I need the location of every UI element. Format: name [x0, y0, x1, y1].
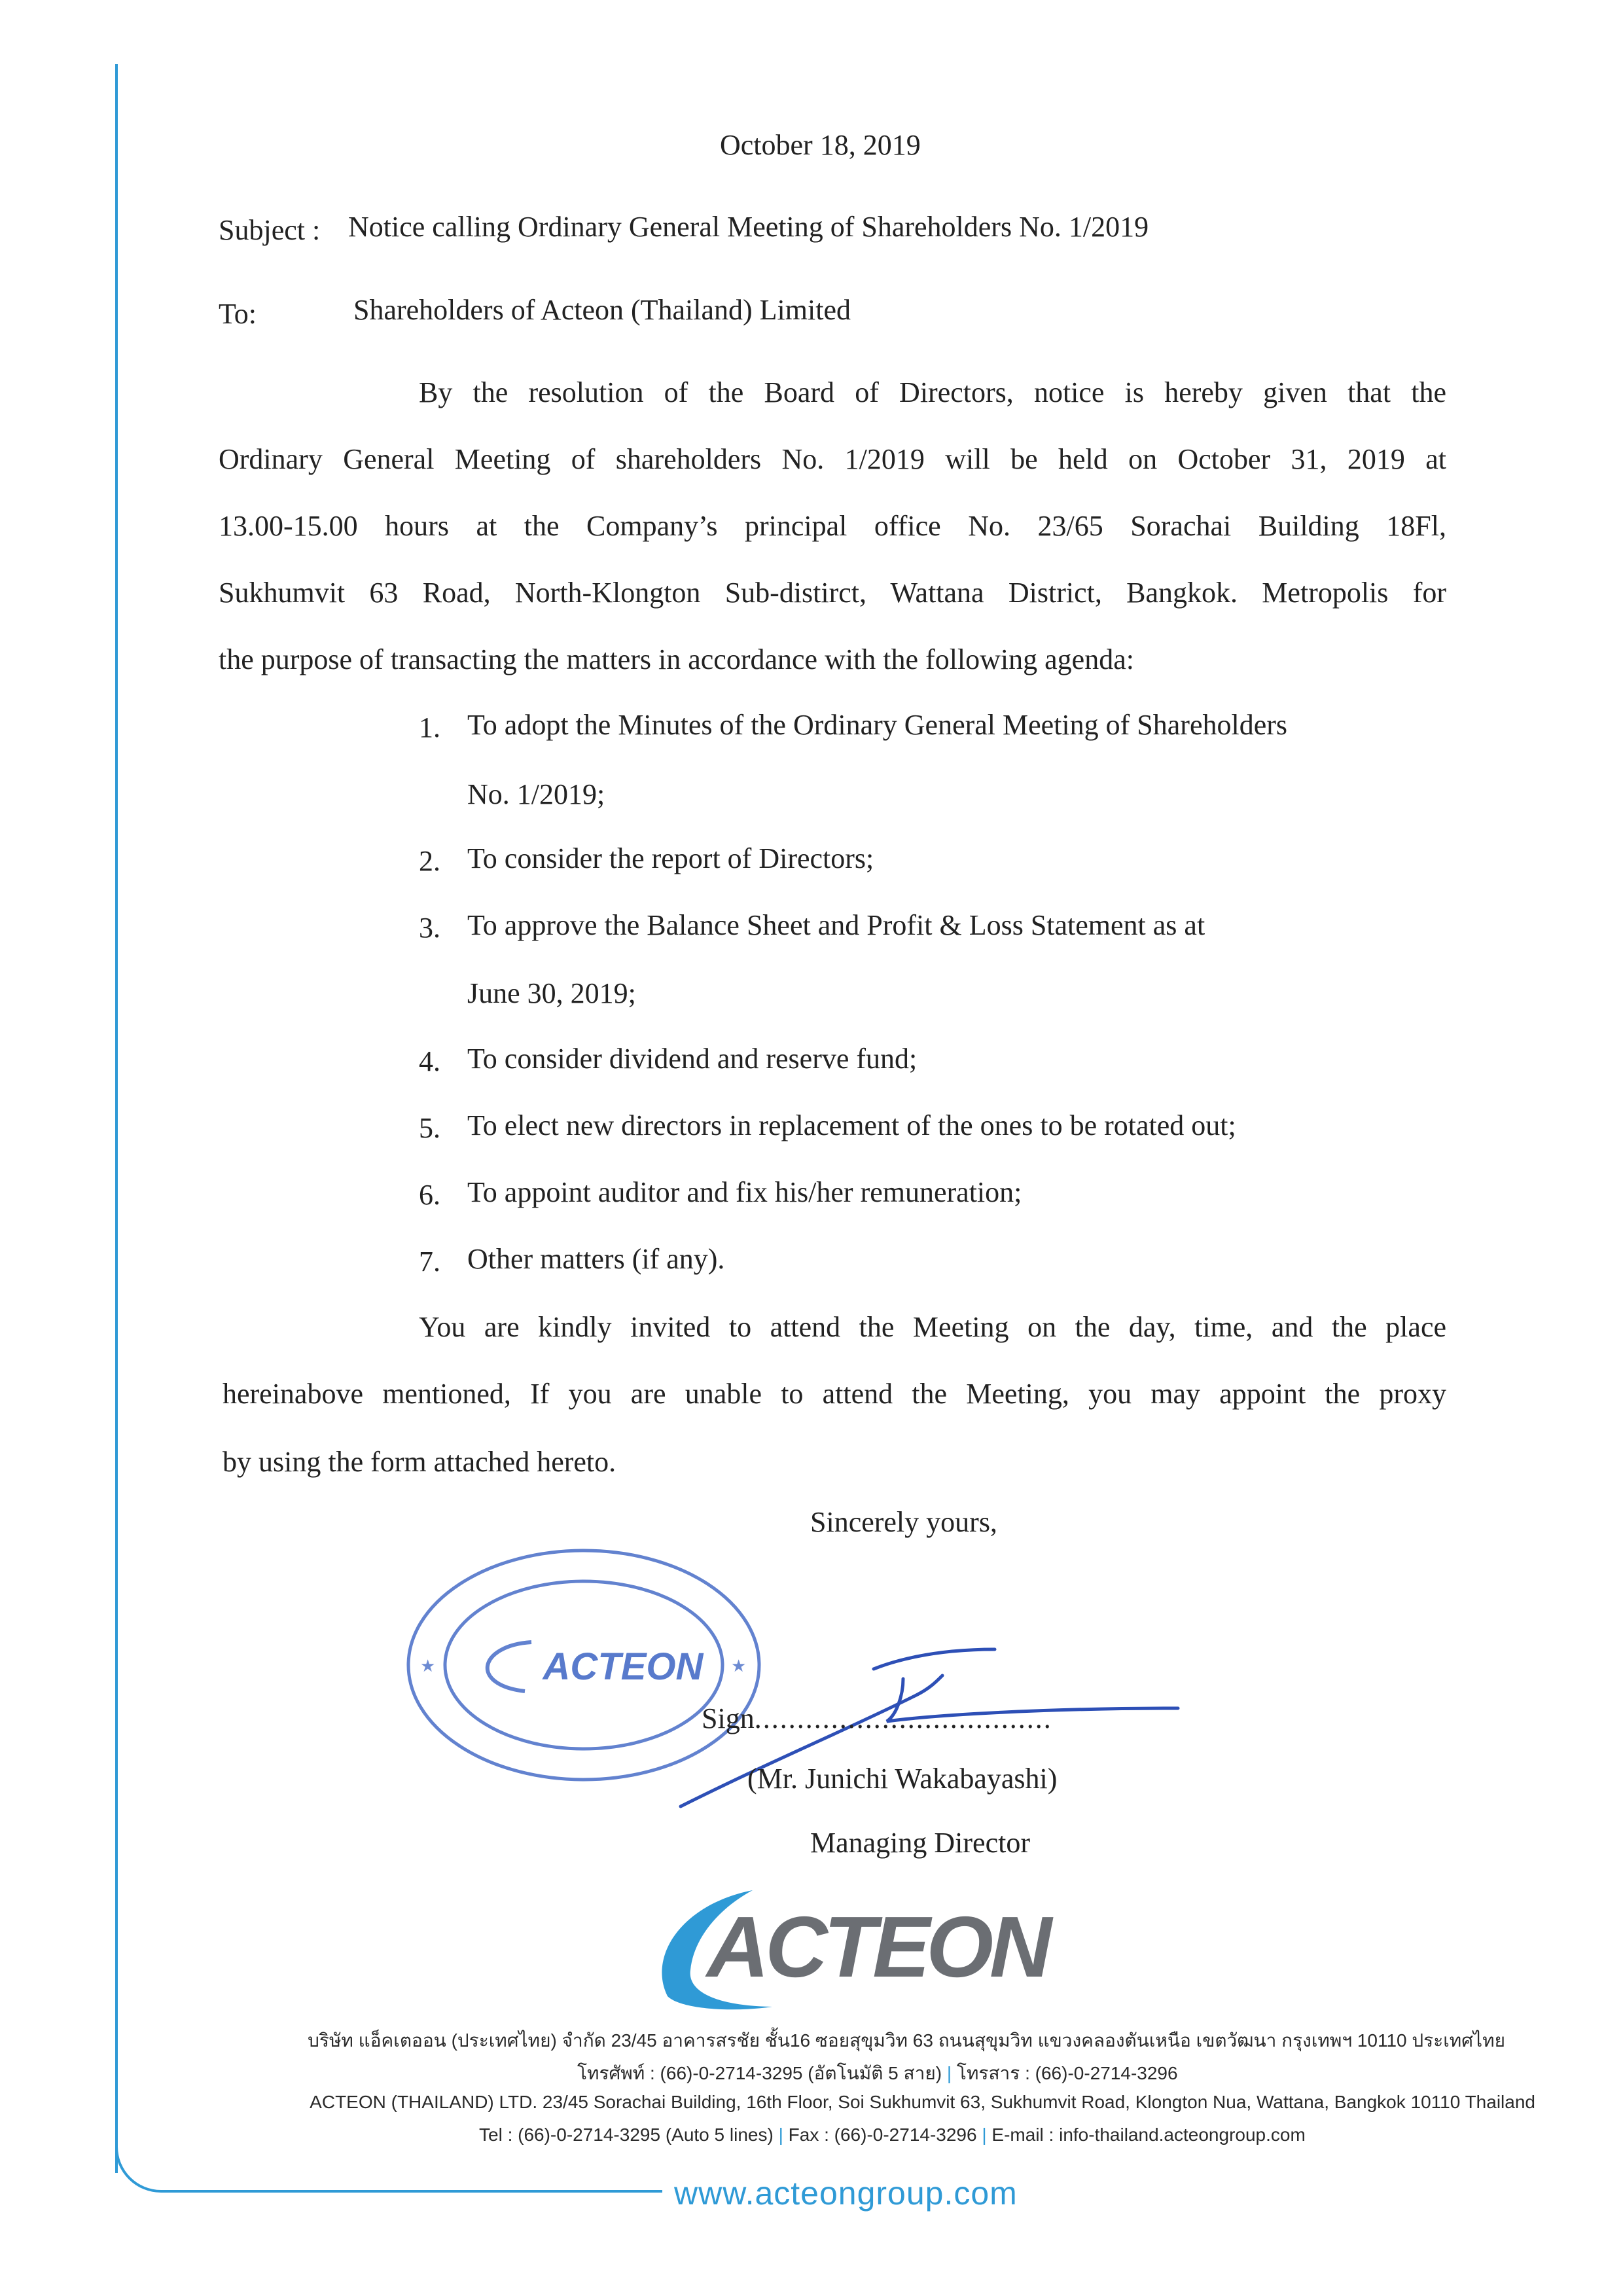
website-link[interactable]: www.acteongroup.com [674, 2175, 1018, 2212]
footer-separator: | [778, 2125, 783, 2145]
signature [654, 1643, 1191, 1826]
to-label: To: [219, 298, 257, 330]
intro-line-5: the purpose of transacting the matters in accordance with the following agenda: [219, 643, 1134, 675]
agenda-number: 7. [419, 1246, 440, 1278]
agenda-number: 1. [419, 711, 440, 744]
footer-thai-address: บริษัท แอ็คเตออน (ประเทศไทย) จำกัด 23/45 อาคารสรชัย ชั้น16 ซอยสุขุมวิท 63 ถนนสุขุมวิท แขวงคลองตันเหนือ เขตวัฒนา กรุงเทพฯ 10110 ประเทศไทย [308, 2030, 1505, 2051]
sign-row [702, 1704, 1052, 1733]
closing-line-2: hereinabove mentioned, If you are unable to attend the Meeting, you may appoint the proxy [223, 1378, 1446, 1410]
agenda-number: 5. [419, 1112, 440, 1144]
svg-text:★: ★ [420, 1657, 436, 1676]
svg-text:★: ★ [731, 1657, 747, 1676]
page-border-bottom [166, 2190, 662, 2193]
agenda-item-2: To consider the report of Directors; [467, 842, 874, 874]
closing-line-3: by using the form attached hereto. [223, 1446, 616, 1478]
salutation: Sincerely yours, [810, 1506, 997, 1538]
agenda-item-3: To approve the Balance Sheet and Profit & Loss Statement as at [467, 909, 1205, 941]
intro-line-4: Sukhumvit 63 Road, North-Klongton Sub-distirct, Wattana District, Bangkok. Metropolis for [219, 577, 1446, 609]
footer-en-tel: Tel : (66)-0-2714-3295 (Auto 5 lines) [479, 2125, 774, 2145]
footer-separator: | [982, 2125, 987, 2145]
signer-name: (Mr. Junichi Wakabayashi) [747, 1763, 1058, 1795]
closing-line-1: You are kindly invited to attend the Meeting on the day, time, and the place [419, 1311, 1446, 1343]
sign-dots: ................................... [754, 1702, 1052, 1734]
footer-thai-contact [577, 2059, 1178, 2088]
intro-line-2: Ordinary General Meeting of shareholders No. 1/2019 will be held on October 31, 2019 at [219, 443, 1446, 475]
intro-line-3: 13.00-15.00 hours at the Company’s principal office No. 23/65 Sorachai Building 18Fl, [219, 510, 1446, 542]
footer-en-fax: Fax : (66)-0-2714-3296 [788, 2125, 977, 2145]
letter-date: October 18, 2019 [720, 129, 921, 161]
footer-thai-tel: โทรศัพท์ : (66)-0-2714-3295 (อัตโนมัติ 5 สาย) [577, 2063, 942, 2083]
agenda-number: 3. [419, 912, 440, 944]
footer-en-address: ACTEON (THAILAND) LTD. 23/45 Sorachai Building, 16th Floor, Soi Sukhumvit 63, Sukhumvit Road, Klongton Nua, Wattana, Bangkok 10110 Thailand [310, 2092, 1535, 2112]
footer-separator: | [946, 2063, 952, 2083]
subject-label: Subject : [219, 214, 321, 246]
agenda-item-3-cont: June 30, 2019; [467, 977, 636, 1009]
agenda-item-1: To adopt the Minutes of the Ordinary General Meeting of Shareholders [467, 709, 1288, 741]
footer-en-email: E-mail : info-thailand.acteongroup.com [991, 2125, 1306, 2145]
agenda-item-4: To consider dividend and reserve fund; [467, 1043, 918, 1075]
acteon-logo [641, 1878, 1060, 2016]
agenda-number: 6. [419, 1179, 440, 1211]
page-border-left [115, 64, 118, 2173]
intro-line-1: By the resolution of the Board of Directors, notice is hereby given that the [419, 376, 1446, 408]
footer-thai-fax: โทรสาร : (66)-0-2714-3296 [956, 2063, 1178, 2083]
to-text: Shareholders of Acteon (Thailand) Limited [353, 294, 851, 326]
signer-title: Managing Director [810, 1827, 1030, 1859]
agenda-number: 2. [419, 845, 440, 877]
sign-label: Sign [702, 1702, 755, 1734]
agenda-item-6: To appoint auditor and fix his/her remuneration; [467, 1176, 1022, 1208]
page-border-corner [115, 2140, 168, 2193]
agenda-item-7: Other matters (if any). [467, 1243, 725, 1275]
footer-en-contact [479, 2125, 1306, 2145]
svg-text:ACTEON: ACTEON [543, 1645, 704, 1688]
agenda-item-1-cont: No. 1/2019; [467, 778, 605, 810]
subject-text: Notice calling Ordinary General Meeting of Shareholders No. 1/2019 [348, 211, 1149, 243]
agenda-item-5: To elect new directors in replacement of the ones to be rotated out; [467, 1109, 1236, 1141]
agenda-number: 4. [419, 1045, 440, 1077]
svg-text:ACTEON: ACTEON [707, 1899, 1048, 1995]
